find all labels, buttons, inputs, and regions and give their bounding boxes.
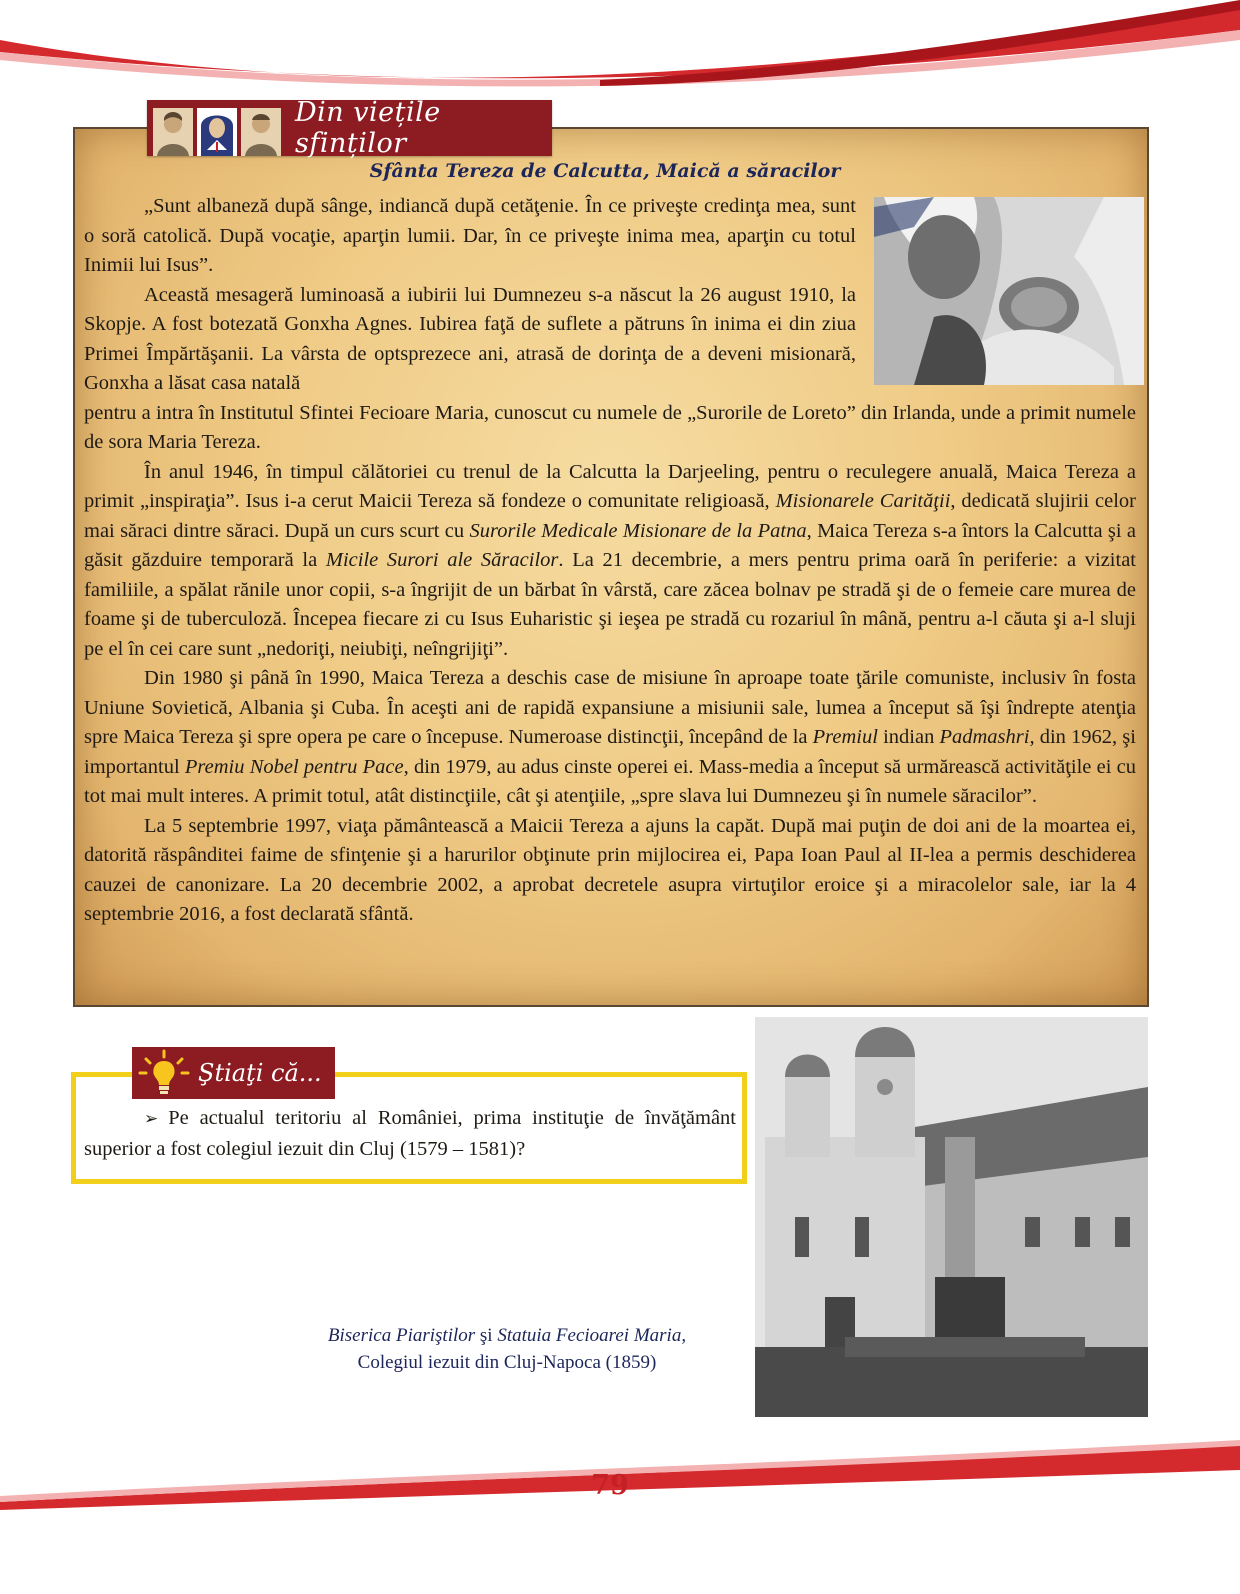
top-wave-decoration — [0, 0, 1240, 90]
photo-caption — [272, 1322, 742, 1376]
caption-line-2: Colegiul iezuit din Cluj-Napoca (1859) — [357, 1352, 657, 1373]
did-you-know-fact: Pe actualul teritoriu al României, prima instituţie de învăţământ superior a fost colegiul iezuit din Cluj (1579 – 1581)? — [84, 1107, 736, 1160]
caption-church-name: Biserica Piariştilor — [327, 1325, 476, 1346]
caption-line-1 — [272, 1322, 742, 1349]
missionaries-of-charity: Misionarele Carităţii — [775, 490, 951, 512]
saint-man-icon — [239, 104, 283, 156]
little-sisters-of-the-poor: Micile Surori ale Săracilor — [325, 549, 559, 571]
did-you-know-text — [84, 1103, 736, 1164]
saint-man-icon — [151, 104, 195, 156]
medical-missionary-sisters: Surorile Medicale Misionare de la Patna — [469, 519, 807, 542]
padmashri-text: Padmashri, — [939, 726, 1035, 748]
caption-statue-name: Statuia Fecioarei Maria, — [497, 1325, 687, 1346]
article-paragraph-3 — [84, 458, 1136, 665]
caption-conjunction: şi — [475, 1325, 498, 1346]
article-body — [84, 192, 1136, 930]
section-header-tab — [147, 97, 552, 159]
paragraph-4-text-a: Din 1980 şi până în 1990, Maica Tereza a deschis case de misiune în aproape toate ţările comuniste, inclusiv în fosta Uniune Sovietică, Albania şi Cuba. În aceşti ani de rapidă expansiune a misiunii sale, lumea a început să îşi îndrepte atenţia spre Maica Tereza şi spre opera pe care o începuse. Numeroase distincţii, începând de la — [84, 667, 1136, 748]
nobel-peace-prize-text: Premiu Nobel pentru Pace — [184, 755, 404, 778]
section-title: Din viețile sfinților — [295, 97, 441, 159]
bullet-arrow-icon: ➢ — [144, 1109, 159, 1128]
paragraph-4-text-b: indian — [877, 726, 940, 748]
article-paragraph-2-continued: pentru a intra în Institutul Sfintei Fecioare Maria, cunoscut cu numele de „Surorile de Loreto” din Irlanda, unde a primit numele de sora Maria Tereza. — [84, 401, 1136, 453]
paragraph-3-text-c: , Maica Tereza s-a întors la Calcutta şi a găsit găzduire temporară la — [84, 519, 1136, 571]
did-you-know-title: Ştiaţi că... — [198, 1059, 322, 1087]
paragraph-3-text-b: , dedicată slujirii celor mai săraci dintre săraci. După un curs scurt cu — [84, 490, 1136, 542]
article-paragraph-4 — [84, 664, 1136, 812]
church-photo-illustration — [755, 1017, 1148, 1417]
article-paragraph-2: Această mesageră luminoasă a iubirii lui Dumnezeu s-a născut la 26 august 1910, la Skopje. A fost botezată Gonxha Agnes. Iubirea faţă de suflete a pătruns în inima ei din ziua Primei Împărtăşanii. La vârsta de optsprezece ani, atrasă de dorinţa de a deveni misionară, Gonxha a lăsat casa natală — [84, 283, 856, 394]
saints-icon-group — [151, 100, 283, 156]
lightbulb-icon — [138, 1049, 190, 1097]
premiul-text: Premiul — [812, 726, 878, 748]
did-you-know-tab — [132, 1047, 335, 1099]
article-paragraph-5: La 5 septembrie 1997, viaţa pământească a Maicii Tereza a ajuns la capăt. După mai puţin de doi ani de la moartea ei, datorită răspânditei faime de sfinţenie şi a harurilor obţinute prin mijlocirea ei, Papa Ioan Paul al II-lea a permis deschiderea cauzei de canonizare. La 20 decembrie 2002, a aprobat decretele asupra virtuţilor eroice şi a miracolelor sale, iar la 4 septembrie 2016, a fost declarată sfântă. — [84, 814, 1136, 925]
piarist-church-photo — [755, 1017, 1148, 1417]
paragraph-4-text-c: din 1962, şi importantul — [84, 726, 1136, 778]
article-title: Sfânta Tereza de Calcutta, Maică a săracilor — [369, 160, 841, 182]
nun-icon — [195, 104, 239, 156]
paragraph-4-text-d: , din 1979, au adus cinste operei ei. Mass-media a început să urmărească activităţile ei cu tot mai mult interes. A primit totul, atât distincţiile, cât şi atenţiile, „spre slava lui Dumnezeu şi în numele săracilor”. — [84, 755, 1136, 807]
article-paragraph-1: „Sunt albaneză după sânge, indiancă după cetăţenie. În ce priveşte credinţa mea, sunt o soră catolică. După vocaţie, aparţin lumii. Dar, în ce priveşte inima mea, aparţin cu totul Inimii lui Isus”. — [84, 195, 856, 276]
paragraph-3-text-d: . La 21 decembrie, a mers pentru prima oară în periferie: a vizitat familiile, a spălat rănile unor copii, s-a îngrijit de un bărbat în vârstă, care zăcea bolnav pe stradă şi de o femeie care murea de foame şi de tuberculoză. Începea fiecare zi cu Isus Euharistic şi ieşea pe stradă cu rozariul în mână, pentru a-l căuta şi a-l sluji pe el în cei care sunt „nedoriţi, neiubiţi, neîngrijiţi”. — [84, 549, 1136, 660]
page-number: 79 — [591, 1470, 629, 1501]
paragraph-3-text-a: În anul 1946, în timpul călătoriei cu trenul de la Calcutta la Darjeeling, pentru o reculegere anuală, Maica Tereza a primit „inspiraţia”. Isus i-a cerut Maicii Tereza să fondeze o comunitate religioasă, — [84, 460, 1136, 512]
